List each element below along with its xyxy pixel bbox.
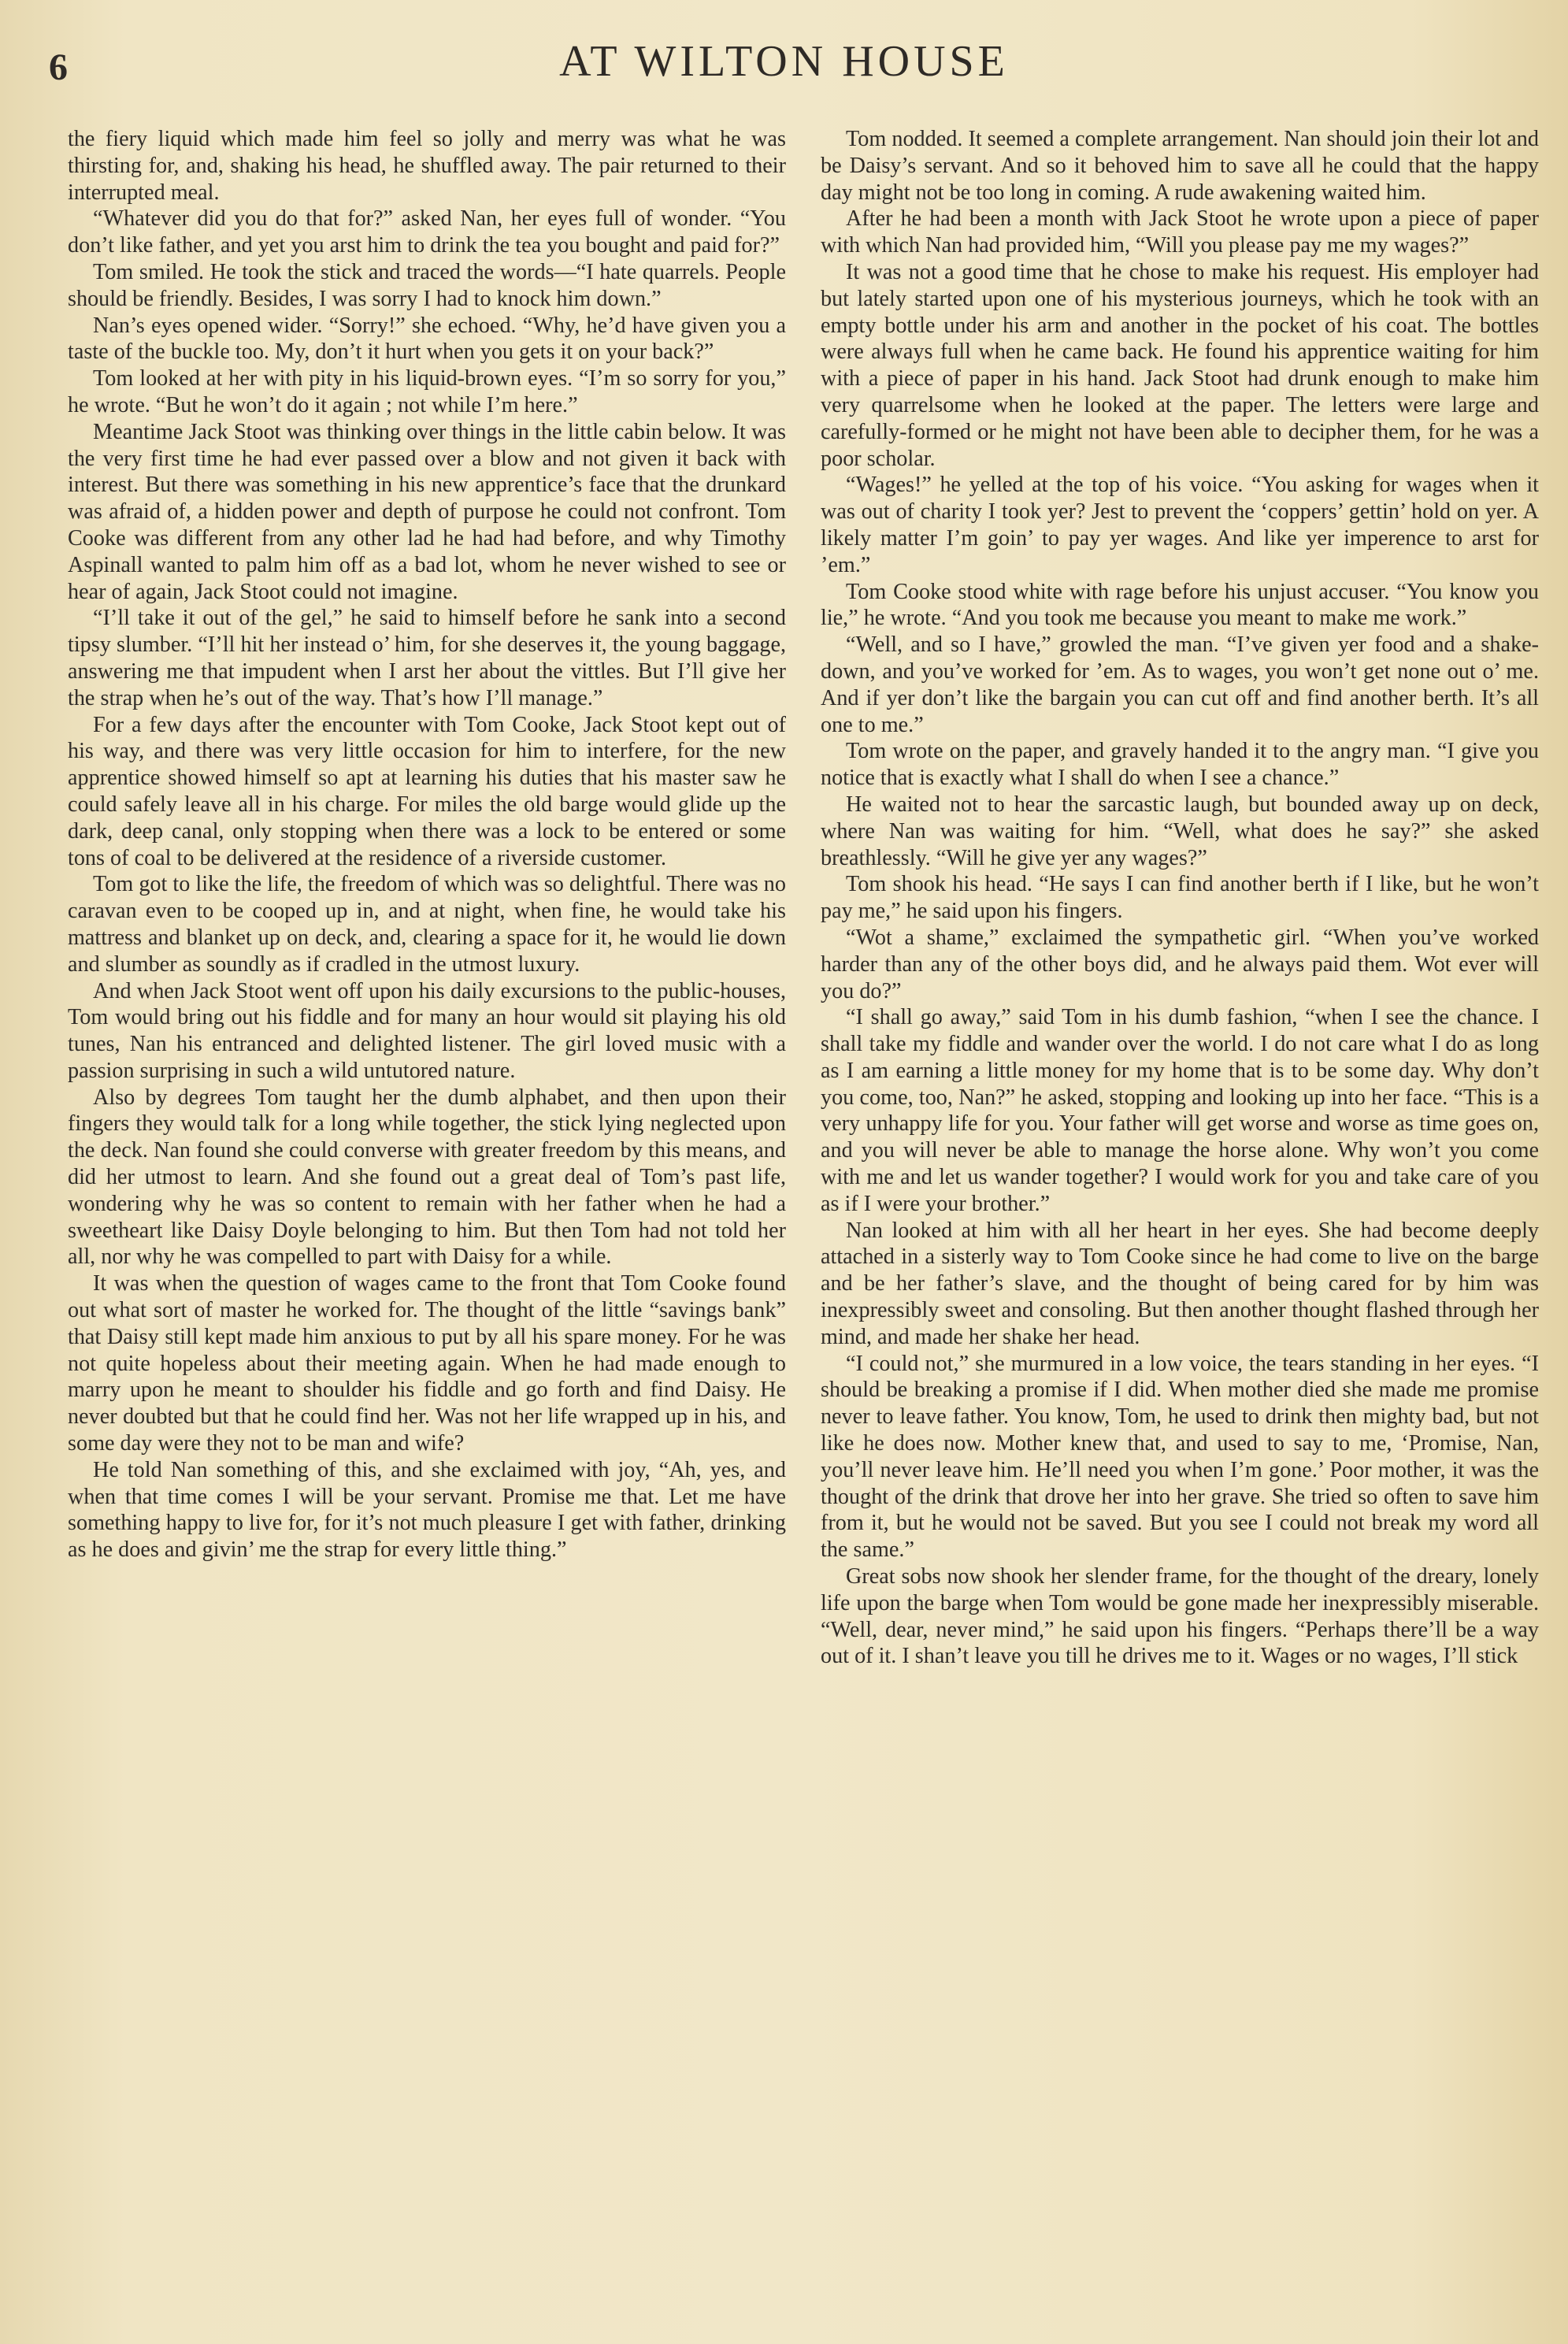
paragraph: Tom shook his head. “He says I can find another berth if I like, but he won’t pay me,” he said upon his fingers. — [821, 872, 1539, 924]
paragraph: Nan looked at him with all her heart in her eyes. She had become deeply attached in a sisterly way to Tom Cooke since he had come to live on the barge and be her father’s slave, and the thought of being cared for by him was inexpressibly sweet and consoling. But then another thought flashed through her mind, and made her shake her head. — [821, 1218, 1539, 1349]
paragraph: Tom smiled. He took the stick and traced the words—“I hate quarrels. People should be friendly. Besides, I was sorry I had to knock him down.” — [68, 259, 786, 311]
paragraph: “Well, and so I have,” growled the man. “I’ve given yer food and a shake-down, and you’ve worked for ’em. As to wages, you won’t get none out o’ me. And if yer don’t like the bargain you can cut off and find another berth. It’s all one to me.” — [821, 632, 1539, 737]
paragraph: And when Jack Stoot went off upon his daily excursions to the public-houses, Tom would bring out his fiddle and for many an hour would sit playing his old tunes, Nan his entranced and delighted listener. The girl loved music with a passion surprising in such a wild untutored nature. — [68, 978, 786, 1083]
paragraph: “Whatever did you do that for?” asked Nan, her eyes full of wonder. “You don’t like father, and yet you arst him to drink the tea you bought and paid for?” — [68, 206, 786, 258]
running-head: AT WILTON HOUSE — [559, 37, 1009, 86]
paragraph: Tom Cooke stood white with rage before his unjust accuser. “You know you lie,” he wrote. “And you took me because you meant to make me work.” — [821, 579, 1539, 631]
paragraph: “Wages!” he yelled at the top of his voice. “You asking for wages when it was out of charity I took yer? Jest to prevent the ‘coppers’ gettin’ hold on yer. A likely matter I’m goin’ to pay yer wages. And like yer imperence to arst for ’em.” — [821, 473, 1539, 577]
paragraph: “I’ll take it out of the gel,” he said to himself before he sank into a second tipsy slumber. “I’ll hit her instead o’ him, for she deserves it, the young baggage, answering me that impudent when I arst her about the vittles. But I’ll give her the strap when he’s out of the way. That’s how I’ll manage.” — [68, 606, 786, 710]
paragraph: After he had been a month with Jack Stoot he wrote upon a piece of paper with which Nan had provided him, “Will you please pay me my wages?” — [821, 206, 1539, 258]
paragraph: Tom got to like the life, the freedom of which was so delightful. There was no caravan even to be cooped up in, and at night, when fine, he would take his mattress and blanket up on deck, and, clearing a space for it, he would lie down and slumber as soundly as if cradled in the utmost luxury. — [68, 872, 786, 977]
paragraph: “Wot a shame,” exclaimed the sympathetic girl. “When you’ve worked harder than any of the other boys did, and he always paid them. Wot ever will you do?” — [821, 925, 1539, 1003]
paragraph: Tom nodded. It seemed a complete arrangement. Nan should join their lot and be Daisy’s servant. And so it behoved him to save all he could that the happy day might not be too long in coming. A rude awakening waited him. — [821, 127, 1539, 205]
paragraph: the fiery liquid which made him feel so jolly and merry was what he was thirsting for, and, shaking his head, he shuffled away. The pair returned to their interrupted meal. — [68, 127, 786, 205]
paragraph: He waited not to hear the sarcastic laugh, but bounded away up on deck, where Nan was waiting for him. “Well, what does he say?” she asked breathlessly. “Will he give yer any wages?” — [821, 792, 1539, 870]
paragraph: “I could not,” she murmured in a low voice, the tears standing in her eyes. “I should be breaking a promise if I did. When mother died she made me promise never to leave father. You know, Tom, he used to drink then mighty bad, but not like he does now. Mother knew that, and used to say to me, ‘Promise, Nan, you’ll never leave him. He’ll need you when I’m gone.’ Poor mother, it was the thought of the drink that drove her into her grave. She tried so often to save him from it, but he would not be saved. But you see I could not break my word all the same.” — [821, 1351, 1539, 1563]
paragraph: He told Nan something of this, and she exclaimed with joy, “Ah, yes, and when that time comes I will be your servant. Promise me that. Let me have something happy to live for, for it’s not much pleasure I get with father, drinking as he does and givin’ me the strap for every little thing.” — [68, 1457, 786, 1563]
paragraph: For a few days after the encounter with Tom Cooke, Jack Stoot kept out of his way, and there was very little occasion for him to interfere, for the new apprentice showed himself so apt at learning his duties that his master saw he could safely leave all in his charge. For miles the old barge would glide up the dark, deep canal, only stopping when there was a lock to be entered or some tons of coal to be delivered at the residence of a riverside customer. — [68, 712, 786, 870]
paragraph: Great sobs now shook her slender frame, for the thought of the dreary, lonely life upon the barge when Tom would be gone made her inexpressibly miserable. “Well, dear, never mind,” he said upon his fingers. “Perhaps there’ll be a way out of it. I shan’t leave you till he drives me to it. Wages or no wages, I’ll stick — [821, 1564, 1539, 1669]
left-column — [68, 126, 786, 2253]
paragraph: Nan’s eyes opened wider. “Sorry!” she echoed. “Why, he’d have given you a taste of the buckle too. My, don’t it hurt when you gets it on your back?” — [68, 313, 786, 365]
paragraph: Tom looked at her with pity in his liquid-brown eyes. “I’m so sorry for you,” he wrote. “But he won’t do it again ; not while I’m here.” — [68, 366, 786, 417]
page-number: 6 — [49, 46, 68, 88]
right-column — [821, 126, 1539, 2253]
paragraph: “I shall go away,” said Tom in his dumb fashion, “when I see the chance. I shall take my fiddle and wander over the world. I do not care what I do as long as I am earning a little money for my home that is to be some day. Why don’t you come, too, Nan?” he asked, stopping and looking up into her face. “This is a very unhappy life for you. Your father will get worse and worse as time goes on, and you will never be able to manage the horse alone. Why won’t you come with me and let us wander together? I would work for you and take care of you as if I were your brother.” — [821, 1005, 1539, 1216]
paragraph: Meantime Jack Stoot was thinking over things in the little cabin below. It was the very first time he had ever passed over a blow and not given it back with interest. But there was something in his new apprentice’s face that the drunkard was afraid of, a hidden power and depth of purpose he could not confront. Tom Cooke was different from any other lad he had had before, and why Timothy Aspinall wanted to palm him off as a bad lot, whom he never wished to see or hear of again, Jack Stoot could not imagine. — [68, 419, 786, 604]
paragraph: Tom wrote on the paper, and gravely handed it to the angry man. “I give you notice that is exactly what I shall do when I see a chance.” — [821, 739, 1539, 791]
paragraph: Also by degrees Tom taught her the dumb alphabet, and then upon their fingers they would talk for a long while together, the stick lying neglected upon the deck. Nan found she could converse with greater freedom by this means, and did her utmost to learn. And she found out a great deal of Tom’s past life, wondering why he was so content to remain with her father when he had a sweetheart like Daisy Doyle belonging to him. But then Tom had not told her all, nor why he was compelled to part with Daisy for a while. — [68, 1085, 786, 1270]
paragraph: It was not a good time that he chose to make his request. His employer had but lately started upon one of his mysterious journeys, which he took with an empty bottle under his arm and another in the pocket of his coat. The bottles were always full when he came back. He found his apprentice waiting for him with a piece of paper in his hand. Jack Stoot had drunk enough to make him very quarrelsome when he looked at the paper. The letters were large and carefully-formed or he might not have been able to decipher them, for he was a poor scholar. — [821, 259, 1539, 471]
paragraph: It was when the question of wages came to the front that Tom Cooke found out what sort of master he worked for. The thought of the little “savings bank” that Daisy still kept made him anxious to put by all his spare money. For he was not quite hopeless about their meeting again. When he had made enough to marry upon he meant to shoulder his fiddle and go forth and find Daisy. He never doubted but that he could find her. Was not her life wrapped up in his, and some day were they not to be man and wife? — [68, 1271, 786, 1456]
page-header — [0, 30, 1568, 93]
